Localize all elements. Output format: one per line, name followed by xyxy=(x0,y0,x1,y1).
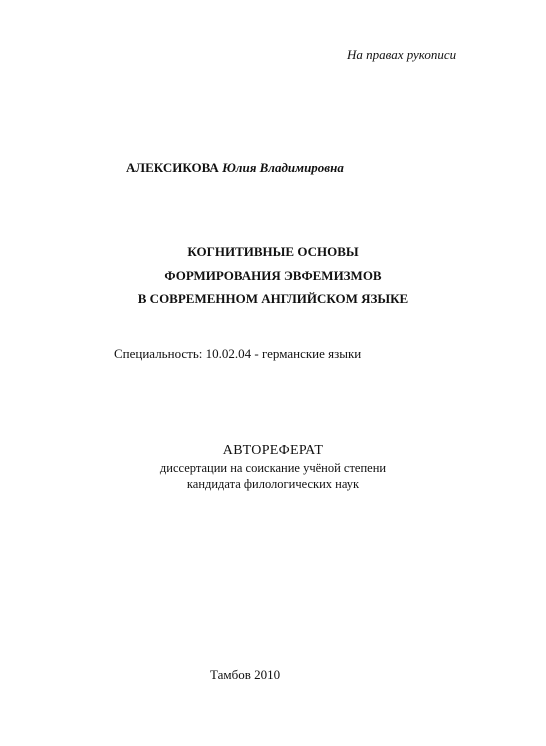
dissertation-line-2: кандидата филологических наук xyxy=(186,477,360,491)
specialty-line: Специальность: 10.02.04 - германские языки xyxy=(114,346,362,361)
author-name xyxy=(126,161,344,174)
city-year: Тамбов 2010 xyxy=(210,667,281,682)
author-given-names: Юлия Владимировна xyxy=(222,160,344,175)
author-surname: АЛЕКСИКОВА xyxy=(126,160,219,175)
dissertation-line-1: диссертации на соискание учёной степени xyxy=(159,461,387,475)
title-line-2: ФОРМИРОВАНИЯ ЭВФЕМИЗМОВ xyxy=(164,268,382,283)
document-type-label: АВТОРЕФЕРАТ xyxy=(222,443,324,458)
manuscript-note: На правах рукописи xyxy=(347,47,457,62)
title-line-3: В СОВРЕМЕННОМ АНГЛИЙСКОМ ЯЗЫКЕ xyxy=(137,291,409,306)
title-line-1: КОГНИТИВНЫЕ ОСНОВЫ xyxy=(187,244,359,259)
